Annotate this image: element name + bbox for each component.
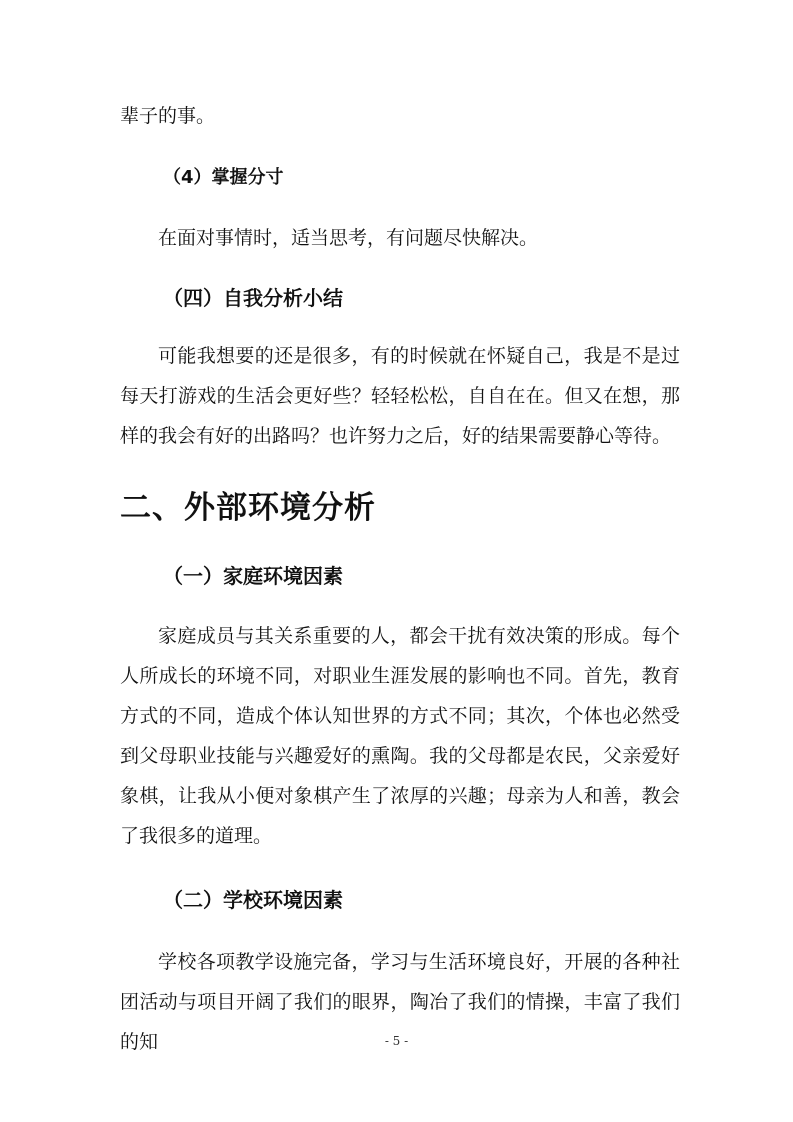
family-environment-heading: （一）家庭环境因素: [163, 564, 343, 588]
page-number: - 5 -: [384, 1034, 409, 1048]
subsection-4-paragraph: 在面对事情时，适当思考，有问题尽快解决。: [158, 227, 539, 249]
school-environment-paragraph: 学校各项教学设施完备，学习与生活环境良好，开展的各种社团活动与项目开阔了我们的眼界，陶冶了我们的情操，丰富了我们的知: [120, 951, 680, 1053]
section-4-paragraph: 可能我想要的还是很多，有的时候就在怀疑自己，我是不是过每天打游戏的生活会更好些？轻轻松松，自自在在。但又在想，那样的我会有好的出路吗？也许努力之后，好的结果需要静心等待。: [120, 345, 680, 447]
school-environment-heading: （二）学校环境因素: [163, 888, 343, 912]
section-4-heading: （四）自我分析小结: [163, 286, 343, 310]
family-environment-paragraph: 家庭成员与其关系重要的人，都会干扰有效决策的形成。每个人所成长的环境不同，对职业生涯发展的影响也不同。首先，教育方式的不同，造成个体认知世界的方式不同；其次，个体也必然受到父母职业技能与兴趣爱好的熏陶。我的父母都是农民，父亲爱好象棋，让我从小便对象棋产生了浓厚的兴趣；母亲为人和善，教会了我很多的道理。: [120, 625, 680, 847]
continued-paragraph: 辈子的事。: [120, 105, 216, 127]
chapter-2-heading: 二、外部环境分析: [120, 490, 376, 526]
subsection-4-heading: （4）掌握分寸: [163, 167, 284, 188]
